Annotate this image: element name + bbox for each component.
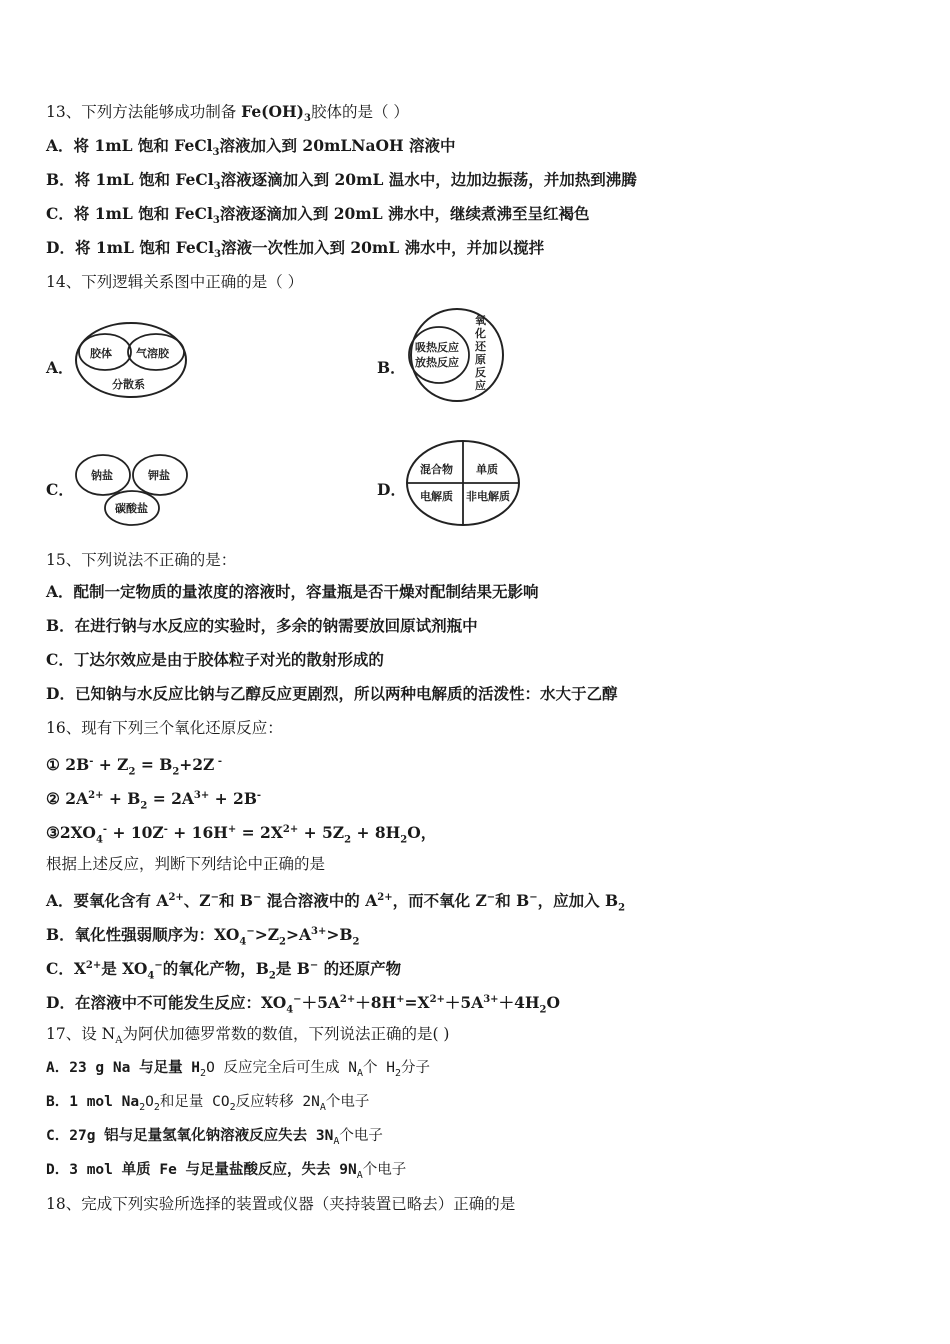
q14-diagram-d — [404, 438, 522, 532]
inner-ellipse — [409, 327, 469, 383]
q16-stem: 16、现有下列三个氧化还原反应： — [46, 719, 283, 737]
q14-option-a-label: A． — [46, 358, 74, 377]
q15-option-c: C．丁达尔效应是由于胶体粒子对光的散射形成的 — [46, 650, 384, 669]
q13-option-d: D．将 1mL 饱和 FeCl$_3$溶液一次性加入到 20mL 沸水中，并加以搅拌 — [46, 238, 545, 261]
q16-reaction-1: ① $2B^- + Z_2 = B_2+2Z$ - — [46, 755, 223, 778]
side-char: 氧 — [475, 314, 486, 327]
label-nonelectrolyte: 非电解质 — [466, 490, 510, 503]
q14-option-b-label: B． — [377, 358, 406, 377]
q18-stem: 18、完成下列实验所选择的装置或仪器（夹持装置已略去）正确的是 — [46, 1195, 516, 1213]
q16-option-b: B．氧化性强弱顺序为：$XO_4^->Z_2>A^{3+}>B_2$ — [46, 925, 360, 948]
label-mixture: 混合物 — [420, 463, 453, 476]
q17-option-c: C．27g 铝与足量氢氧化钠溶液反应失去 $3N_A$个电子 — [46, 1128, 383, 1147]
side-char: 还 — [475, 340, 486, 353]
q14-option-d-label: D． — [377, 480, 406, 499]
q15-option-a: A．配制一定物质的量浓度的溶液时，容量瓶是否干燥对配制结果无影响 — [46, 582, 539, 601]
label-electrolyte: 电解质 — [420, 490, 453, 503]
q14-diagram-c — [74, 451, 190, 531]
q15-option-d: D．已知钠与水反应比钠与乙醇反应更剧烈，所以两种电解质的活泼性：水大于乙醇 — [46, 684, 618, 703]
side-char: 应 — [475, 379, 486, 392]
q14-option-c-label: C． — [46, 480, 74, 499]
q14-stem: 14、下列逻辑关系图中正确的是（ ） — [46, 273, 304, 291]
q17-option-d: D．3 mol 单质 Fe 与足量盐酸反应，失去 $9N_A$个电子 — [46, 1162, 407, 1181]
q17-option-a: A．23 g Na 与足量 $H_2O$ 反应完全后可生成 $N_A$个 $H_2$分子 — [46, 1060, 431, 1079]
label-element: 单质 — [476, 463, 498, 476]
label-dispersion: 分散系 — [112, 378, 145, 391]
side-char: 反 — [475, 366, 486, 379]
q13-stem: 13、下列方法能够成功制备 $Fe(OH)_3$胶体的是（ ） — [46, 102, 409, 125]
q14-diagram-b — [405, 308, 509, 406]
outer-circle — [411, 309, 503, 401]
q13-option-b: B．将 1mL 饱和 FeCl$_3$溶液逐滴加入到 20mL 温水中，边加边振荡，并加热到沸腾 — [46, 170, 637, 193]
label-potassium-salt: 钾盐 — [148, 469, 170, 482]
q16-option-d: D．在溶液中不可能发生反应：$XO_4^-+5A^{2+}+8H^+=X^{2+}+5A^{3+}+4H_2O$ — [46, 993, 560, 1016]
q16-reaction-3: $③2XO_4^- + 10Z^- + 16H^+ = 2X^{2+} + 5Z_2 + 8H_2O$， — [46, 823, 437, 846]
q17-option-b: B．1 mol $Na_2O_2$和足量 $CO_2$反应转移 $2N_A$个电子 — [46, 1094, 370, 1113]
label-colloid: 胶体 — [90, 347, 112, 360]
side-char: 原 — [475, 353, 486, 366]
label-endothermic: 吸热反应 — [415, 341, 459, 354]
q13-option-a: A．将 1mL 饱和 FeCl$_3$溶液加入到 20mLNaOH 溶液中 — [46, 136, 456, 159]
q15-stem: 15、下列说法不正确的是： — [46, 551, 237, 569]
q16-option-a: A．要氧化含有 $A^{2+}$、Z−和 B− 混合溶液中的 $A^{2+}$，而不氧化 Z−和 B−，应加入 $B_2$ — [46, 891, 626, 914]
q13-option-c: C．将 1mL 饱和 FeCl$_3$溶液逐滴加入到 20mL 沸水中，继续煮沸至呈红褐色 — [46, 204, 590, 227]
label-exothermic: 放热反应 — [415, 356, 459, 369]
q16-judge: 根据上述反应，判断下列结论中正确的是 — [46, 855, 326, 873]
q14-diagram-a — [72, 318, 190, 406]
q16-reaction-2: ② $2A^{2+} + B_2 = 2A^{3+} + 2B^-$ — [46, 789, 262, 812]
label-carbonate: 碳酸盐 — [115, 502, 148, 515]
q15-option-b: B．在进行钠与水反应的实验时，多余的钠需要放回原试剂瓶中 — [46, 616, 478, 635]
q16-option-c: C．$X^{2+}$是 $XO_4^-$的氧化产物，$B_2$是 B− 的还原产物 — [46, 959, 402, 982]
q17-stem: 17、设 $N_A$为阿伏加德罗常数的数值，下列说法正确的是( ) — [46, 1025, 450, 1047]
side-char: 化 — [475, 327, 486, 340]
label-aerosol: 气溶胶 — [136, 347, 169, 360]
label-sodium-salt: 钠盐 — [91, 469, 113, 482]
